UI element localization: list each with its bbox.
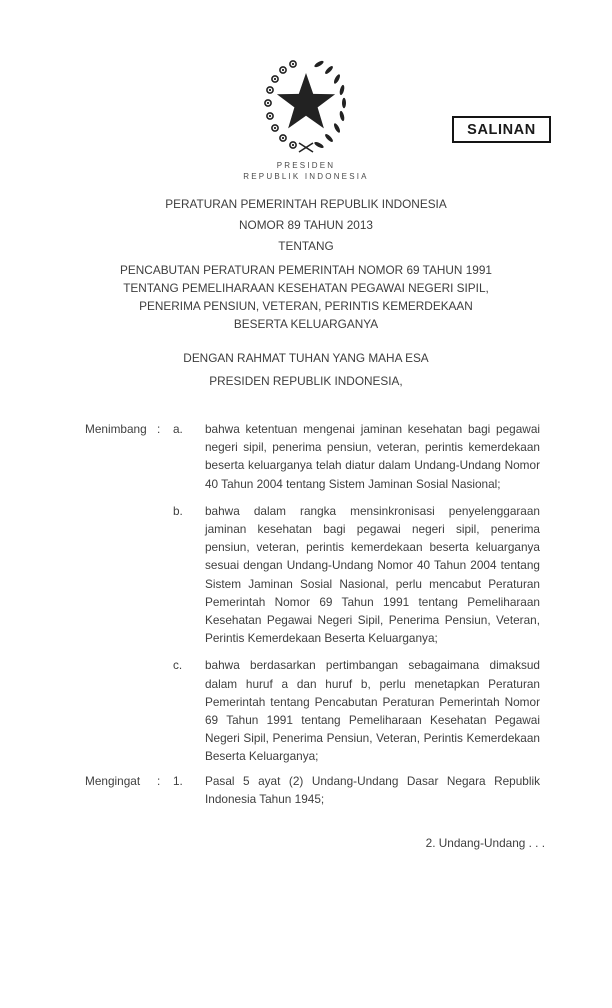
subject-line-2: TENTANG PEMELIHARAAN KESEHATAN PEGAWAI NEGERI SIPIL, — [123, 281, 489, 295]
mengingat-section — [85, 772, 540, 808]
item-label-c: c. — [173, 658, 183, 673]
clauses-container — [85, 420, 540, 808]
title-block — [0, 194, 612, 390]
menimbang-section — [85, 420, 540, 766]
item-label-a: a. — [173, 422, 183, 436]
mengingat-label: Mengingat — [85, 773, 141, 788]
letterhead-republik-indonesia: REPUBLIK INDONESIA — [243, 172, 369, 181]
page-catchword: 2. Undang-Undang . . . — [425, 836, 545, 851]
mengingat-colon: : — [157, 773, 161, 788]
item-text-b: bahwa dalam rangka mensinkronisasi penyelenggaraan jaminan kesehatan bagi pegawai negeri sipil, penerima pensiun, veteran, perintis kemerdekaan beserta keluarganya sesuai dengan Undang-Undang Nomor 40 Tahun 2004 tentang Sistem Jaminan Sosial Nasional, perlu mencabut Peraturan Pemerintah Nomor 69 Tahun 1991 tentang Pemeliharaan Kesehatan Pegawai Negeri Sipil, Penerima Pensiun, Veteran, Perintis Kemerdekaan Beserta Keluarganya; — [205, 503, 540, 646]
item-text-c: bahwa berdasarkan pertimbangan sebagaimana dimaksud dalam huruf a dan huruf b, perlu menetapkan Peraturan Pemerintah tentang Pencabutan Peraturan Pemerintah Nomor 69 Tahun 1991 tentang Pemeliharaan Kesehatan Pegawai Negeri Sipil, Penerima Pensiun, Veteran, Perintis Kemerdekaan Beserta Keluarganya; — [205, 658, 540, 764]
regulation-title: PERATURAN PEMERINTAH REPUBLIK INDONESIA — [165, 197, 447, 211]
salinan-stamp-label: SALINAN — [467, 121, 536, 138]
item-label-b: b. — [173, 503, 183, 518]
menimbang-item-b — [173, 502, 540, 648]
subject-line-4: BESERTA KELUARGANYA — [233, 317, 379, 331]
menimbang-colon: : — [157, 422, 161, 436]
salinan-stamp — [452, 116, 551, 143]
item-text-a: bahwa ketentuan mengenai jaminan kesehatan bagi pegawai negeri sipil, penerima pensiun, veteran, perintis kemerdekaan beserta keluarganya telah diatur dalam Undang-Undang Nomor 40 Tahun 2004 tentang Sistem Jaminan Sosial Nasional; — [205, 422, 540, 491]
regulation-subject — [0, 261, 612, 333]
mengingat-item-1 — [173, 772, 540, 808]
menimbang-item-a — [173, 420, 540, 493]
menimbang-label: Menimbang — [85, 422, 147, 436]
tentang-label: TENTANG — [278, 239, 334, 253]
presidential-seal-icon — [262, 56, 350, 154]
invocation-line: DENGAN RAHMAT TUHAN YANG MAHA ESA — [183, 351, 429, 365]
subject-line-1: PENCABUTAN PERATURAN PEMERINTAH NOMOR 69 TAHUN 1991 — [120, 263, 492, 277]
item-text-1: Pasal 5 ayat (2) Undang-Undang Dasar Negara Republik Indonesia Tahun 1945; — [205, 773, 540, 806]
letterhead-presiden: PRESIDEN — [276, 161, 336, 170]
item-label-1: 1. — [173, 773, 183, 788]
menimbang-item-c — [173, 656, 540, 765]
subject-line-3: PENERIMA PENSIUN, VETERAN, PERINTIS KEMERDEKAAN — [139, 299, 473, 313]
regulation-number: NOMOR 89 TAHUN 2013 — [239, 218, 373, 232]
authority-line: PRESIDEN REPUBLIK INDONESIA, — [209, 374, 403, 388]
letterhead — [0, 160, 612, 182]
